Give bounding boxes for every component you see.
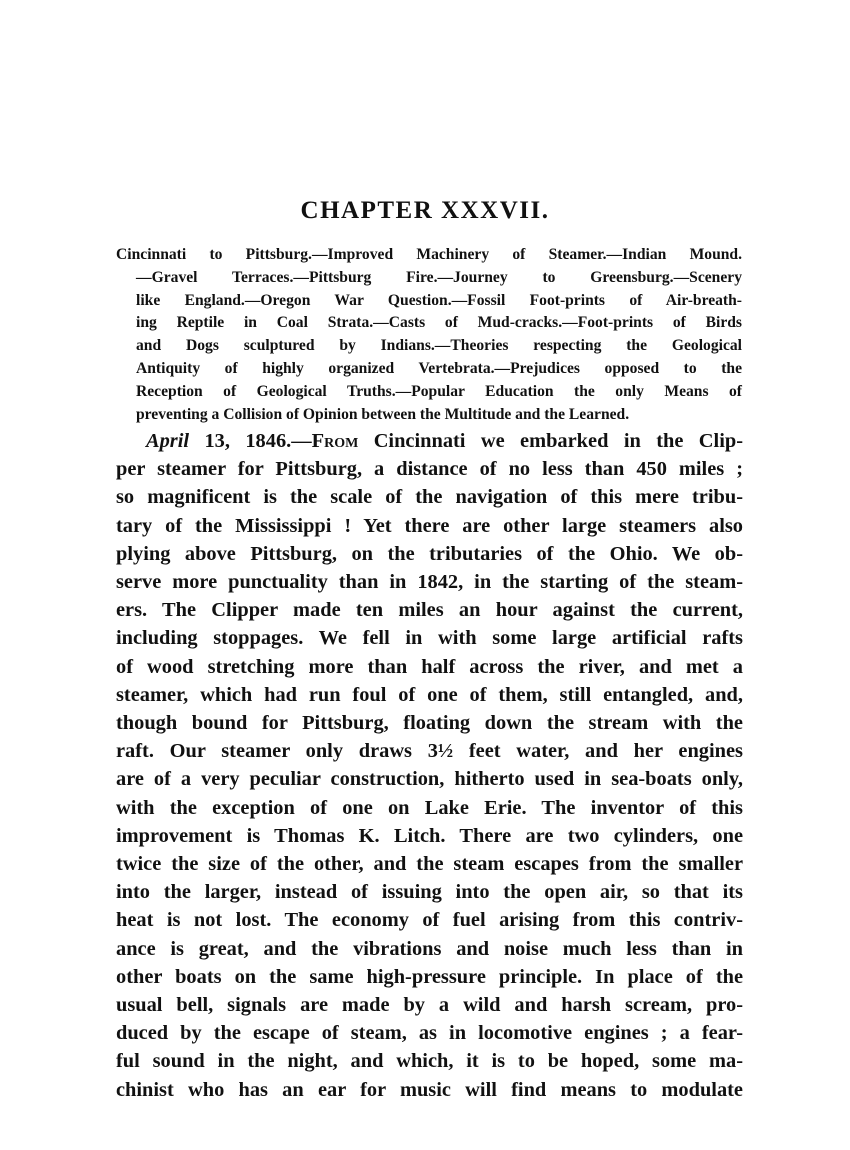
body-line: ance is great, and the vibrations and noise much less than in (116, 937, 743, 960)
body-line: including stoppages. We fell in with some large artificial rafts (116, 627, 743, 650)
summary-line: like England.—Oregon War Question.—Fossil Foot-prints of Air-breath- (136, 291, 742, 309)
entry-date-rest: 13, 1846.— (189, 430, 312, 452)
body-first-line (116, 427, 743, 455)
chapter-summary (116, 244, 742, 426)
summary-line: ing Reptile in Coal Strata.—Casts of Mud-cracks.—Foot-prints of Birds (136, 314, 742, 332)
summary-line: Antiquity of highly organized Vertebrata.—Prejudices opposed to the (136, 359, 742, 377)
summary-line: and Dogs sculptured by Indians.—Theories respecting the Geological (136, 337, 742, 355)
body-line: usual bell, signals are made by a wild and harsh scream, pro- (116, 994, 743, 1017)
body-line: plying above Pittsburg, on the tributaries of the Ohio. We ob- (116, 542, 743, 565)
lead-word: From (311, 430, 359, 452)
body-line: ers. The Clipper made ten miles an hour against the current, (116, 599, 743, 622)
body-line: steamer, which had run foul of one of them, still entangled, and, (116, 683, 743, 706)
body-line: serve more punctuality than in 1842, in the starting of the steam- (116, 571, 743, 594)
first-line-rest: Cincinnati we embarked in the Clip- (358, 430, 743, 452)
body-line: ful sound in the night, and which, it is to be hoped, some ma- (116, 1050, 743, 1073)
body-line: of wood stretching more than half across the river, and met a (116, 655, 743, 678)
body-line: raft. Our steamer only draws 3½ feet water, and her engines (116, 740, 743, 763)
summary-line: Cincinnati to Pittsburg.—Improved Machinery of Steamer.—Indian Mound. (116, 246, 742, 263)
summary-line: —Gravel Terraces.—Pittsburg Fire.—Journey to Greensburg.—Scenery (136, 268, 742, 286)
entry-date-month: April (146, 430, 190, 452)
body-paragraph (116, 427, 743, 1104)
body-line: other boats on the same high-pressure principle. In place of the (116, 965, 743, 988)
body-line: with the exception of one on Lake Erie. The inventor of this (116, 796, 743, 819)
body-line: into the larger, instead of issuing into the open air, so that its (116, 881, 743, 904)
body-line: are of a very peculiar construction, hitherto used in sea-boats only, (116, 768, 743, 791)
body-line: so magnificent is the scale of the navigation of this mere tribu- (116, 486, 743, 509)
body-line: heat is not lost. The economy of fuel arising from this contriv- (116, 909, 743, 932)
summary-line: preventing a Collision of Opinion between the Multitude and the Learned. (136, 405, 630, 423)
body-line: tary of the Mississippi ! Yet there are other large steamers also (116, 514, 743, 537)
body-line: improvement is Thomas K. Litch. There are two cylinders, one (116, 824, 743, 847)
body-line: per steamer for Pittsburg, a distance of no less than 450 miles ; (116, 458, 743, 481)
summary-line: Reception of Geological Truths.—Popular Education the only Means of (136, 382, 742, 400)
body-line: duced by the escape of steam, as in locomotive engines ; a fear- (116, 1022, 743, 1045)
body-line: though bound for Pittsburg, floating down the stream with the (116, 712, 743, 735)
chapter-title: CHAPTER XXXVII. (300, 197, 550, 224)
body-line: twice the size of the other, and the steam escapes from the smaller (116, 853, 743, 876)
body-line: chinist who has an ear for music will find means to modulate (116, 1078, 743, 1101)
